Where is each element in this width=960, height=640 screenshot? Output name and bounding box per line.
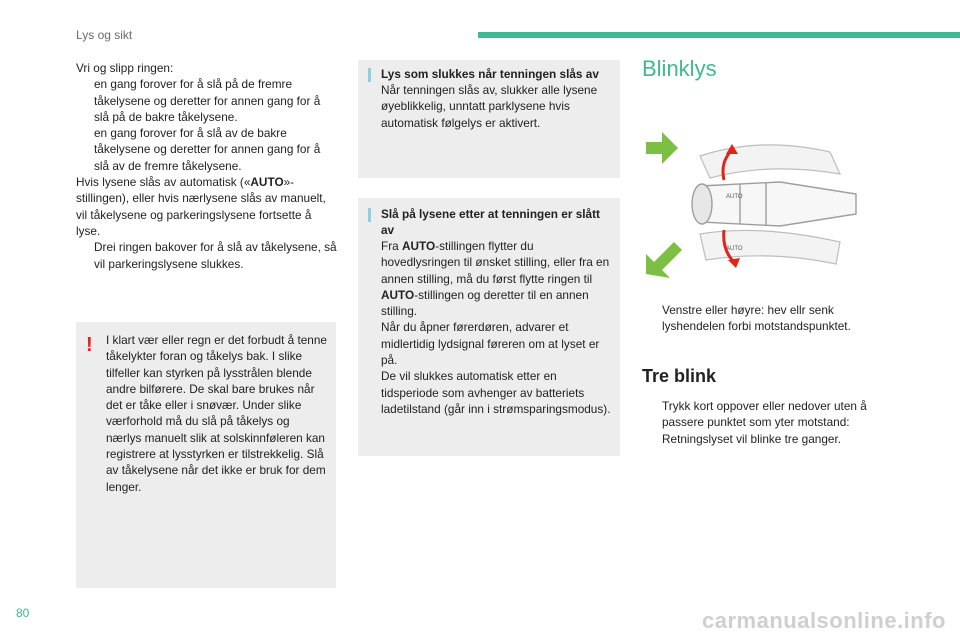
info-accent-bar bbox=[368, 68, 371, 82]
tre-blink-heading: Tre blink bbox=[642, 366, 717, 386]
header-accent-bar bbox=[478, 32, 960, 38]
lighting-stalk-image bbox=[640, 126, 862, 292]
stalk-label: AUTO bbox=[726, 194, 743, 200]
stalk-label: AUTO bbox=[726, 246, 743, 252]
info-title: Slå på lysene etter at tenningen er slått av bbox=[381, 207, 600, 238]
auto-paragraph: Hvis lysene slås av automatisk («AUTO»-stillingen), eller hvis nærlysene slås av manuelt, vil tåkelysene og parkeringslysene fortsette å lyse. bbox=[76, 175, 326, 238]
section-title: Lys og sikt bbox=[76, 28, 133, 42]
warning-text: I klart vær eller regn er det forbudt å tenne tåkelykter foran og tåkelys bak. I slike tilfeller kan styrken på lysstrålen blende andre bilførere. De skal bare brukes når det er tåke eller i snøvær. Under slike værforhold må du slå på tåkelys og nærlys manuelt slik at solskinnføleren kan registrere at lysstyrken er tilstrekkelig. Slå av tåkelysene når det ikke er bruk for dem lenger. bbox=[106, 333, 327, 494]
stalk-main bbox=[692, 182, 856, 226]
intro-text: Vri og slipp ringen: bbox=[76, 61, 174, 75]
watermark: carmanualsonline.info bbox=[702, 608, 946, 633]
right-arrow-icon bbox=[646, 132, 678, 164]
blinklys-heading: Blinklys bbox=[642, 56, 717, 81]
bullet-icon bbox=[76, 76, 94, 125]
list-item: Trykk kort oppover eller nedover uten å passere punktet som yter motstand: Retningslyset vil blinke tre ganger. bbox=[644, 398, 884, 447]
warning-box bbox=[76, 322, 336, 588]
down-left-arrow-icon bbox=[646, 242, 682, 278]
bullet-icon bbox=[644, 398, 662, 447]
info-accent-bar bbox=[368, 208, 371, 222]
list-item: Drei ringen bakover for å slå av tåkelysene, så vil parkeringslysene slukkes. bbox=[76, 239, 338, 272]
warning-icon: ! bbox=[86, 334, 93, 356]
stalk-illustration bbox=[640, 126, 862, 292]
list-item: Venstre eller høyre: hev ellr senk lyshendelen forbi motstandspunktet. bbox=[644, 302, 884, 335]
info-text: Fra AUTO-stillingen flytter du hovedlysringen til ønsket stilling, eller fra en annen stilling, må du først flytte ringen til AUTO-stillingen og deretter til en annen stilling. Når du åpner førerdøren, advarer et midlertidig lydsignal føreren om at lyset er på. De vil slukkes automatisk etter en tidsperiode som avhenger av batteriets ladetilstand (går inn i strømsparingsmodus). bbox=[381, 239, 611, 416]
info-title: Lys som slukkes når tenningen slås av bbox=[381, 67, 599, 81]
page-number: 80 bbox=[16, 606, 30, 620]
bullet-icon bbox=[644, 302, 662, 335]
info-box-lights-after-ignition bbox=[358, 198, 620, 456]
bullet-icon bbox=[76, 239, 94, 272]
bullet-icon bbox=[76, 125, 94, 174]
info-box-ignition-off bbox=[358, 60, 620, 178]
list-item: en gang forover for å slå av de bakre tåkelysene og deretter for annen gang for å slå av de fremre tåkelysene. bbox=[76, 125, 338, 174]
list-item: en gang forover for å slå på de fremre tåkelysene og deretter for annen gang for å slå på de bakre tåkelysene. bbox=[76, 76, 338, 125]
column-left bbox=[76, 60, 338, 272]
info-text: Når tenningen slås av, slukker alle lysene øyeblikkelig, unntatt parklysene hvis automatisk følgelys er aktivert. bbox=[381, 83, 598, 130]
